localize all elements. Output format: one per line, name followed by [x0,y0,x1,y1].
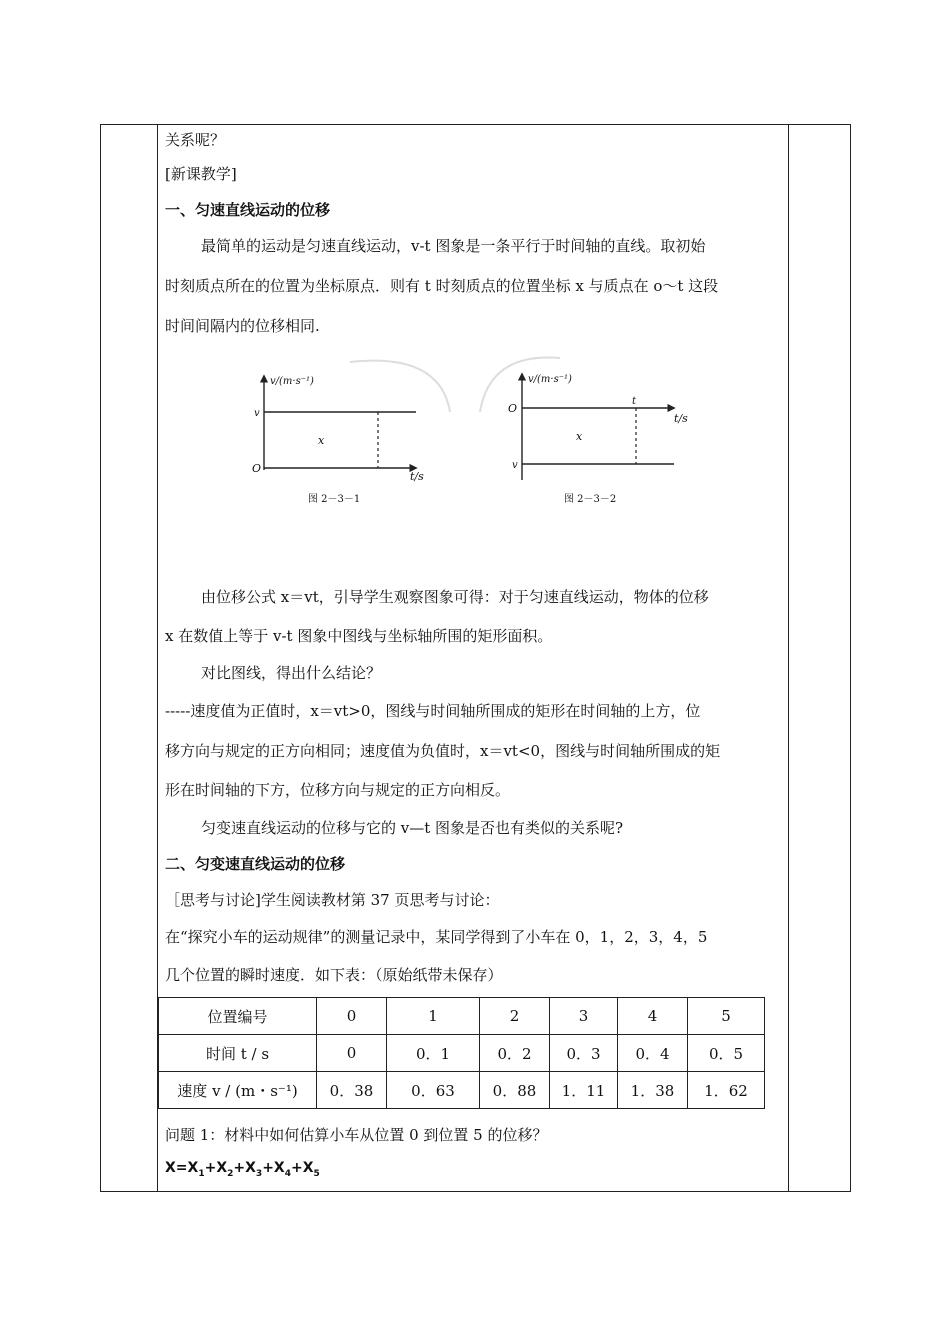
question-1: 问题 1：材料中如何估算小车从位置 0 到位置 5 的位移？ [165,1126,548,1144]
table-row [159,1072,765,1109]
table-cell: 0．2 [480,1035,550,1072]
table-cell: 0．88 [480,1072,550,1109]
paragraph-line: -----速度值为正值时，x＝vt>0，图线与时间轴所围成的矩形在时间轴的上方，位 [165,702,701,720]
fig2-t-label: t/s [674,412,688,425]
fig2-origin: O [508,402,518,415]
table-cell: 1．62 [688,1072,765,1109]
table-cell: 4 [618,998,688,1035]
figure-2 [480,357,688,505]
paragraph-line: 时刻质点所在的位置为坐标原点．则有 t 时刻质点的位置坐标 x 与质点在 o～t 这段 [165,277,719,295]
text-line: 关系呢？ [165,131,226,149]
paragraph-line: x 在数值上等于 v-t 图象中图线与坐标轴所围的矩形面积。 [165,627,553,645]
paragraph-line: 移方向与规定的正方向相同；速度值为负值时，x＝vt<0，图线与时间轴所围成的矩 [165,742,721,760]
column-divider-right [788,124,789,1192]
table-cell: 5 [688,998,765,1035]
displacement-formula: $X=X_1+X_2+X_3+X_4+X_5$ [165,1160,320,1179]
table-cell: 0．1 [387,1035,480,1072]
table-cell: 时间 t / s [159,1035,317,1072]
paragraph-line: 最简单的运动是匀速直线运动，v-t 图象是一条平行于时间轴的直线。取初始 [201,237,706,255]
paragraph-line: 对比图线，得出什么结论？ [201,664,382,682]
paragraph-line: 由位移公式 x＝vt，引导学生观察图象可得：对于匀速直线运动，物体的位移 [201,588,709,606]
faint-arc [350,361,450,412]
fig2-v-label: v [512,460,518,471]
table-row [159,998,765,1035]
fig2-caption: 图 2－3－2 [564,494,617,505]
table-cell: 3 [550,998,618,1035]
table-cell: 1 [387,998,480,1035]
table-cell: 2 [480,998,550,1035]
table-cell: 1．38 [618,1072,688,1109]
table-cell: 0 [317,998,387,1035]
fig1-origin: O [252,462,262,475]
section-label: [新课教学] [165,165,237,183]
table-cell: 0．63 [387,1072,480,1109]
paragraph-line: 时间间隔内的位移相同. [165,317,320,335]
table-cell: 0．3 [550,1035,618,1072]
paragraph-line: ［思考与讨论]学生阅读教材第 37 页思考与讨论： [165,891,500,909]
velocity-table [158,997,765,1109]
paragraph-line: 形在时间轴的下方，位移方向与规定的正方向相反。 [165,781,511,799]
table-cell: 速度 v / (m・s⁻¹) [159,1072,317,1109]
paragraph-line: 匀变速直线运动的位移与它的 v—t 图象是否也有类似的关系呢? [201,819,624,837]
fig1-t-label: t/s [410,470,424,483]
table-cell: 0．4 [618,1035,688,1072]
paragraph-line: 几个位置的瞬时速度．如下表：（原始纸带未保存） [165,966,503,984]
table-cell: 0 [317,1035,387,1072]
paragraph-line: 在“探究小车的运动规律”的测量记录中，某同学得到了小车在 0，1，2，3，4，5 [165,928,708,946]
figure-1 [252,361,450,505]
table-row [159,1035,765,1072]
vt-graph-figures [230,352,710,512]
heading-uniform-motion: 一、匀速直线运动的位移 [165,201,331,219]
fig2-y-label: v/(m·s⁻¹) [528,374,572,385]
fig1-caption: 图 2－3－1 [308,494,361,505]
table-cell: 0．38 [317,1072,387,1109]
fig1-x-label: x [318,434,325,447]
table-cell: 1．11 [550,1072,618,1109]
fig1-v-label: v [254,408,260,419]
fig2-t-mark: t [632,396,637,407]
fig2-x-label: x [576,430,583,443]
heading-accelerated-motion: 二、匀变速直线运动的位移 [165,855,346,873]
table-cell: 0．5 [688,1035,765,1072]
fig1-y-label: v/(m·s⁻¹) [270,376,314,387]
table-cell: 位置编号 [159,998,317,1035]
